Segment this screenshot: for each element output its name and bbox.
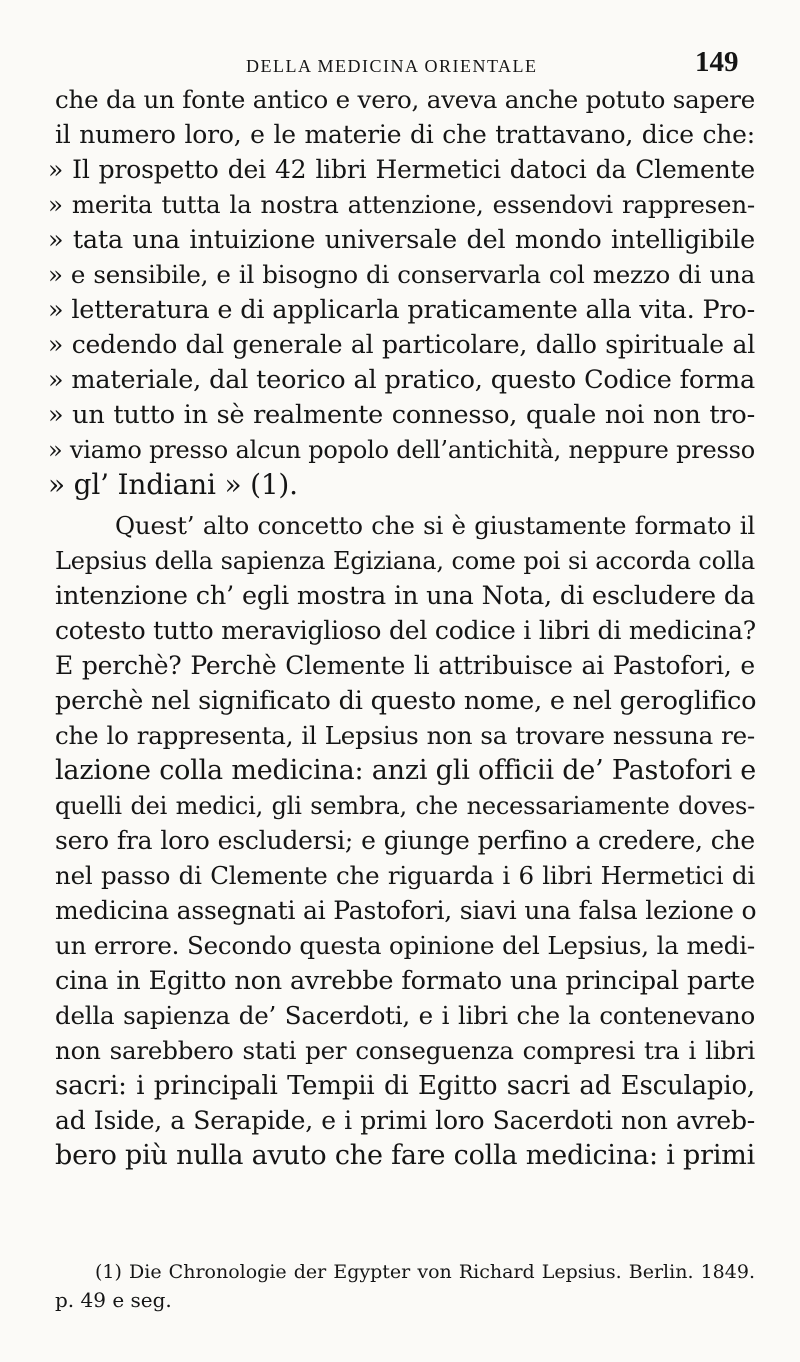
text-line: che lo rappresenta, il Lepsius non sa trovare nessuna re- (55, 721, 755, 750)
text-line: » e sensibile, e il bisogno di conservarla col mezzo di una (48, 260, 755, 289)
text-line: un errore. Secondo questa opinione del Lepsius, la medi- (55, 931, 755, 960)
text-line: sacri: i principali Tempii di Egitto sacri ad Esculapio, (55, 1071, 755, 1101)
text-line: » tata una intuizione universale del mondo intelligibile (48, 225, 755, 255)
text-line: quelli dei medici, gli sembra, che necessariamente doves- (55, 792, 755, 820)
page-number: 149 (695, 46, 739, 78)
text-line: il numero loro, e le materie di che trattavano, dice che: (55, 120, 755, 149)
text-line: » cedendo dal generale al particolare, dallo spirituale al (48, 330, 755, 359)
text-line: cina in Egitto non avrebbe formato una principal parte (55, 966, 755, 996)
text-line: » materiale, dal teorico al pratico, questo Codice forma (48, 365, 755, 395)
text-line: E perchè? Perchè Clemente li attribuisce ai Pastofori, e (55, 651, 755, 680)
text-line: della sapienza de’ Sacerdoti, e i libri che la contenevano (55, 1001, 755, 1030)
text-line: lazione colla medicina: anzi gli officii de’ Pastofori e (55, 755, 757, 786)
text-line: ad Iside, a Serapide, e i primi loro Sacerdoti non avreb- (55, 1106, 755, 1135)
paragraph-start-line: Quest’ alto concetto che si è giustamente formato il (115, 511, 755, 540)
text-line: Lepsius della sapienza Egiziana, come poi si accorda colla (55, 547, 755, 575)
text-line: che da un fonte antico e vero, aveva anche potuto sapere (55, 85, 756, 114)
text-line: » un tutto in sè realmente connesso, quale noi non tro- (48, 400, 755, 430)
text-line: intenzione ch’ egli mostra in una Nota, di escludere da (55, 581, 755, 611)
text-line: » merita tutta la nostra attenzione, essendovi rappresen- (48, 190, 755, 219)
text-line: sero fra loro escludersi; e giunge perfino a credere, che (55, 826, 755, 855)
text-line: nel passo di Clemente che riguarda i 6 libri Hermetici di (55, 861, 755, 890)
text-line: perchè nel significato di questo nome, e nel geroglifico (55, 686, 757, 716)
text-line: bero più nulla avuto che fare colla medicina: i primi (55, 1140, 756, 1171)
running-title: DELLA MEDICINA ORIENTALE (246, 56, 538, 76)
text-line: » Il prospetto dei 42 libri Hermetici datoci da Clemente (48, 155, 755, 184)
text-line: medicina assegnati ai Pastofori, siavi una falsa lezione o (55, 896, 757, 925)
footnote-line: (1) Die Chronologie der Egypter von Richard Lepsius. Berlin. 1849. (95, 1261, 755, 1283)
text-line: » viamo presso alcun popolo dell’antichità, neppure presso (48, 436, 755, 464)
text-line: » gl’ Indiani » (1). (48, 468, 298, 501)
text-line: non sarebbero stati per conseguenza compresi tra i libri (55, 1036, 755, 1065)
text-line: cotesto tutto meraviglioso del codice i libri di medicina? (55, 616, 756, 645)
footnote-line: p. 49 e seg. (55, 1288, 172, 1312)
text-line: » letteratura e di applicarla praticamente alla vita. Pro- (48, 295, 755, 325)
